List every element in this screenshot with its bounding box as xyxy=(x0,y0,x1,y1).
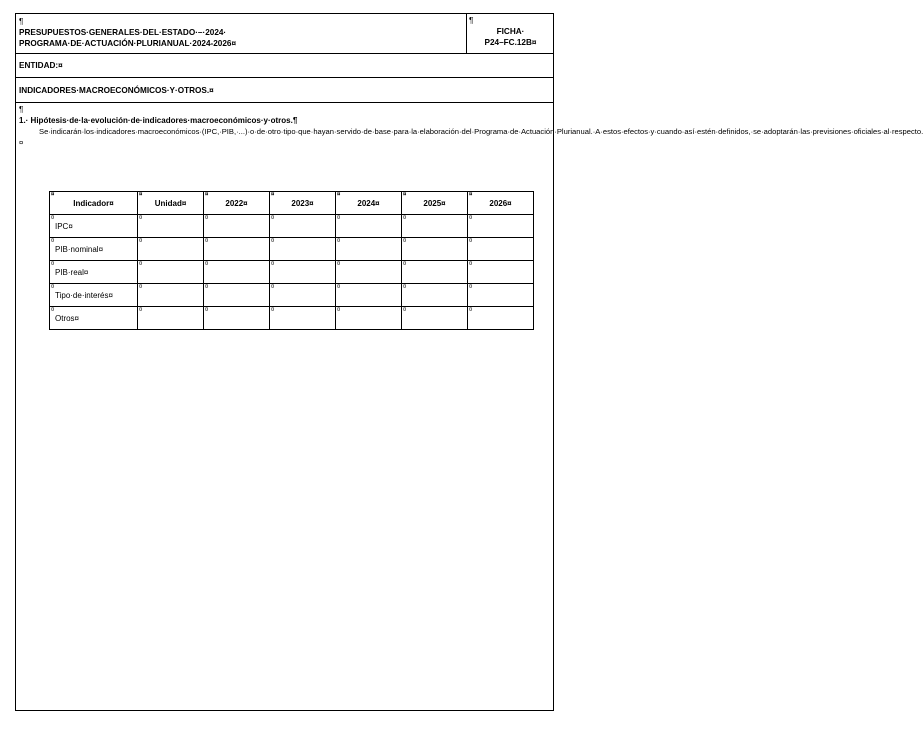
table-row xyxy=(50,307,534,330)
entidad-row xyxy=(16,53,553,78)
section-title: 1.· Hipótesis·de·la·evolución·de·indicadores·macroeconómicos·y·otros.¶ xyxy=(19,116,298,125)
table-cell[interactable]: ¤ xyxy=(270,215,336,238)
header-cell-unidad: ¤ Unidad¤ xyxy=(138,192,204,215)
table-cell[interactable]: ¤ xyxy=(468,261,534,284)
row-label-cell: ¤ Otros¤ xyxy=(50,307,138,330)
table-cell[interactable]: ¤ xyxy=(138,261,204,284)
table-cell[interactable]: ¤ xyxy=(270,307,336,330)
table-cell[interactable]: ¤ xyxy=(204,261,270,284)
content-body xyxy=(19,104,923,148)
ficha-code: P24–FC.12B¤ xyxy=(484,38,537,47)
table-cell[interactable]: ¤ xyxy=(336,307,402,330)
table-cell[interactable]: ¤ xyxy=(468,307,534,330)
table-cell[interactable]: ¤ xyxy=(270,238,336,261)
document-header xyxy=(16,14,553,54)
header-title xyxy=(19,16,236,49)
table-header-row xyxy=(50,192,534,215)
header-line-1: PRESUPUESTOS·GENERALES·DEL·ESTADO·–·2024· xyxy=(19,28,227,37)
header-cell-2024: ¤ 2024¤ xyxy=(336,192,402,215)
row-label-cell: ¤ PIB·nominal¤ xyxy=(50,238,138,261)
table-cell[interactable]: ¤ xyxy=(336,238,402,261)
instruction-paragraph: Se·indicarán·los·indicadores·macroeconómicos·(IPC,·PIB,·...)·o·de·otro·tipo·que·hayan·servido·de·base·para·la·elaboración·del·Programa·de·Actuación·Plurianual.·A·estos·efectos·y·cuando·así·estén·definidos,·se·adoptarán·las·previsiones·oficiales·al·respecto.¤ xyxy=(19,127,923,147)
table-cell[interactable]: ¤ xyxy=(336,261,402,284)
table-cell[interactable]: ¤ xyxy=(138,215,204,238)
table-cell[interactable]: ¤ xyxy=(402,238,468,261)
section-heading-row xyxy=(16,78,553,103)
table-cell[interactable]: ¤ xyxy=(204,215,270,238)
table-cell[interactable]: ¤ xyxy=(138,307,204,330)
table-cell[interactable]: ¤ xyxy=(270,261,336,284)
document-frame xyxy=(15,13,923,711)
row-label-cell: ¤ Tipo·de·interés¤ xyxy=(50,284,138,307)
table-cell[interactable]: ¤ xyxy=(138,284,204,307)
table-row xyxy=(50,261,534,284)
table-cell[interactable]: ¤ xyxy=(204,307,270,330)
header-cell-indicador: ¤ Indicador¤ xyxy=(50,192,138,215)
ficha-pilcrow: ¶ xyxy=(469,16,474,25)
row-label-cell: ¤ PIB·real¤ xyxy=(50,261,138,284)
table-cell[interactable]: ¤ xyxy=(270,284,336,307)
header-line-2: PROGRAMA·DE·ACTUACIÓN·PLURIANUAL·2024-2026¤ xyxy=(19,39,236,48)
table-cell[interactable]: ¤ xyxy=(204,284,270,307)
table-cell[interactable]: ¤ xyxy=(402,261,468,284)
table-cell[interactable]: ¤ xyxy=(468,215,534,238)
table-cell[interactable]: ¤ xyxy=(138,238,204,261)
table-cell[interactable]: ¤ xyxy=(204,238,270,261)
header-cell-2025: ¤ 2025¤ xyxy=(402,192,468,215)
indicators-table xyxy=(49,191,534,330)
header-cell-2023: ¤ 2023¤ xyxy=(270,192,336,215)
header-cell-2026: ¤ 2026¤ xyxy=(468,192,534,215)
table-cell[interactable]: ¤ xyxy=(402,307,468,330)
section-heading: INDICADORES·MACROECONÓMICOS·Y·OTROS.¤ xyxy=(19,86,214,95)
table-cell[interactable]: ¤ xyxy=(468,284,534,307)
table-cell[interactable]: ¤ xyxy=(402,284,468,307)
table-cell[interactable]: ¤ xyxy=(468,238,534,261)
entidad-label: ENTIDAD:¤ xyxy=(19,61,63,70)
content-pilcrow: ¶ xyxy=(19,105,24,114)
table-cell[interactable]: ¤ xyxy=(402,215,468,238)
table-cell[interactable]: ¤ xyxy=(336,215,402,238)
ficha-box xyxy=(466,14,554,53)
ficha-label: FICHA· xyxy=(496,27,525,36)
table-cell[interactable]: ¤ xyxy=(336,284,402,307)
header-cell-2022: ¤ 2022¤ xyxy=(204,192,270,215)
table-row xyxy=(50,238,534,261)
table-row xyxy=(50,284,534,307)
table-row xyxy=(50,215,534,238)
header-pilcrow: ¶ xyxy=(19,17,24,26)
row-label-cell: ¤ IPC¤ xyxy=(50,215,138,238)
